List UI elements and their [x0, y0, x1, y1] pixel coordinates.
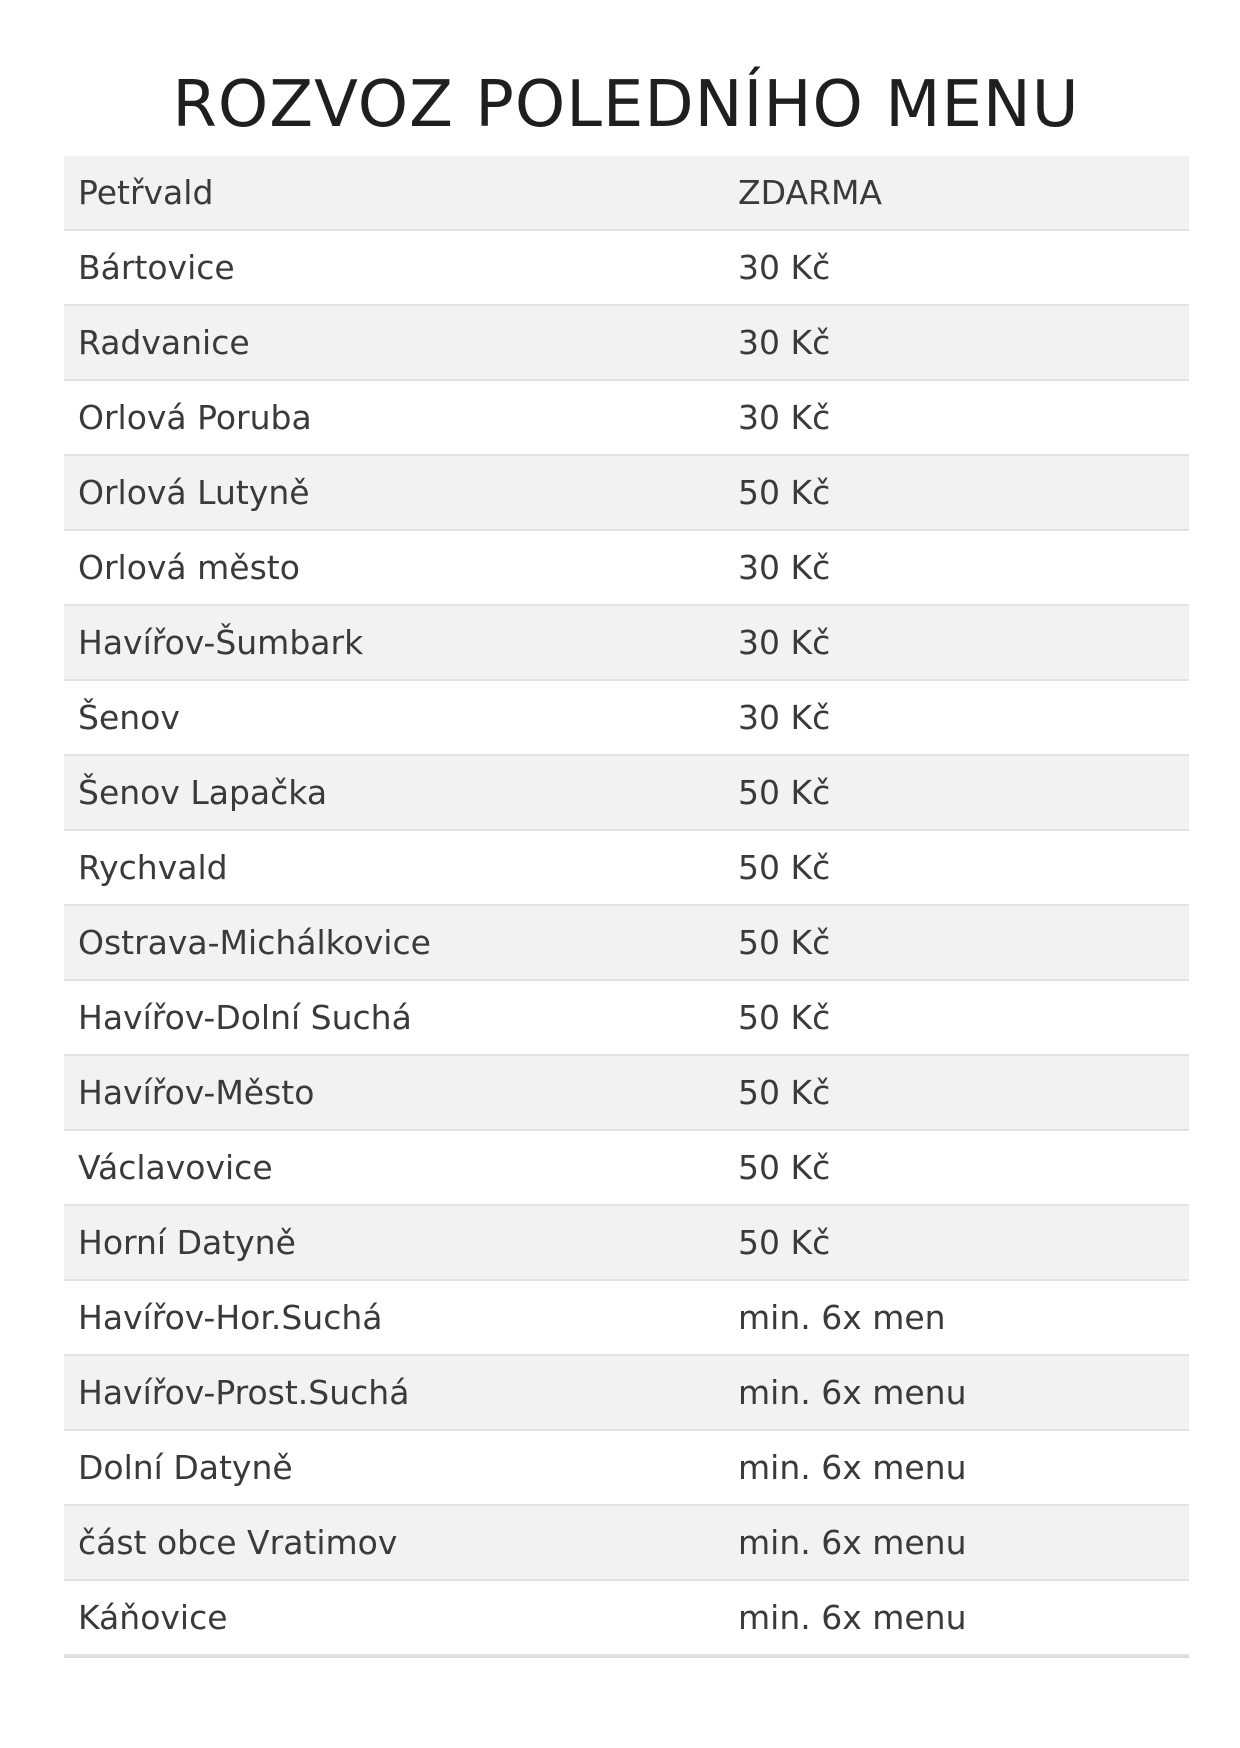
delivery-price-cell: 30 Kč	[738, 623, 831, 662]
place-name-cell: Šenov Lapačka	[78, 773, 328, 812]
place-name-cell: Havířov-Hor.Suchá	[78, 1298, 383, 1337]
delivery-price-cell: 30 Kč	[738, 323, 831, 362]
delivery-price-cell: 50 Kč	[738, 1148, 831, 1187]
place-name-cell: Dolní Datyně	[78, 1448, 293, 1487]
place-name-cell: Šenov	[78, 698, 180, 737]
delivery-price-table	[64, 156, 1189, 1658]
place-name-cell: Bártovice	[78, 248, 235, 287]
table-row	[64, 981, 1189, 1056]
delivery-price-cell: min. 6x menu	[738, 1598, 967, 1637]
table-row	[64, 831, 1189, 906]
place-name-cell: Rychvald	[78, 848, 228, 887]
delivery-price-cell: 30 Kč	[738, 248, 831, 287]
table-row	[64, 156, 1189, 231]
place-name-cell: Orlová Lutyně	[78, 473, 310, 512]
delivery-price-cell: min. 6x menu	[738, 1523, 967, 1562]
table-row	[64, 1431, 1189, 1506]
table-row	[64, 1506, 1189, 1581]
place-name-cell: Orlová Poruba	[78, 398, 312, 437]
page-title: ROZVOZ POLEDNÍHO MENU	[172, 68, 1080, 142]
place-name-cell: Havířov-Dolní Suchá	[78, 998, 412, 1037]
table-row	[64, 681, 1189, 756]
delivery-price-cell: min. 6x menu	[738, 1448, 967, 1487]
delivery-price-cell: 50 Kč	[738, 773, 831, 812]
table-row	[64, 1581, 1189, 1656]
place-name-cell: část obce Vratimov	[78, 1523, 398, 1562]
delivery-price-cell: min. 6x men	[738, 1298, 946, 1337]
delivery-price-cell: min. 6x menu	[738, 1373, 967, 1412]
delivery-price-cell: 50 Kč	[738, 848, 831, 887]
table-row	[64, 1281, 1189, 1356]
table-row	[64, 456, 1189, 531]
delivery-price-cell: 50 Kč	[738, 923, 831, 962]
place-name-cell: Ostrava-Michálkovice	[78, 923, 431, 962]
table-row	[64, 381, 1189, 456]
place-name-cell: Havířov-Prost.Suchá	[78, 1373, 410, 1412]
delivery-price-cell: ZDARMA	[738, 173, 882, 212]
place-name-cell: Horní Datyně	[78, 1223, 296, 1262]
table-row	[64, 1131, 1189, 1206]
place-name-cell: Havířov-Šumbark	[78, 623, 364, 662]
delivery-price-cell: 30 Kč	[738, 698, 831, 737]
table-row	[64, 906, 1189, 981]
delivery-price-cell: 50 Kč	[738, 1073, 831, 1112]
table-row	[64, 1056, 1189, 1131]
table-row	[64, 306, 1189, 381]
delivery-price-cell: 30 Kč	[738, 548, 831, 587]
place-name-cell: Havířov-Město	[78, 1073, 315, 1112]
table-row	[64, 756, 1189, 831]
place-name-cell: Václavovice	[78, 1148, 273, 1187]
table-row	[64, 231, 1189, 306]
delivery-price-cell: 50 Kč	[738, 998, 831, 1037]
place-name-cell: Orlová město	[78, 548, 300, 587]
delivery-price-cell: 50 Kč	[738, 1223, 831, 1262]
table-row	[64, 1356, 1189, 1431]
table-row	[64, 531, 1189, 606]
place-name-cell: Petřvald	[78, 173, 214, 212]
delivery-price-cell: 30 Kč	[738, 398, 831, 437]
table-row	[64, 1206, 1189, 1281]
place-name-cell: Radvanice	[78, 323, 250, 362]
table-row	[64, 606, 1189, 681]
place-name-cell: Káňovice	[78, 1598, 228, 1637]
delivery-price-cell: 50 Kč	[738, 473, 831, 512]
